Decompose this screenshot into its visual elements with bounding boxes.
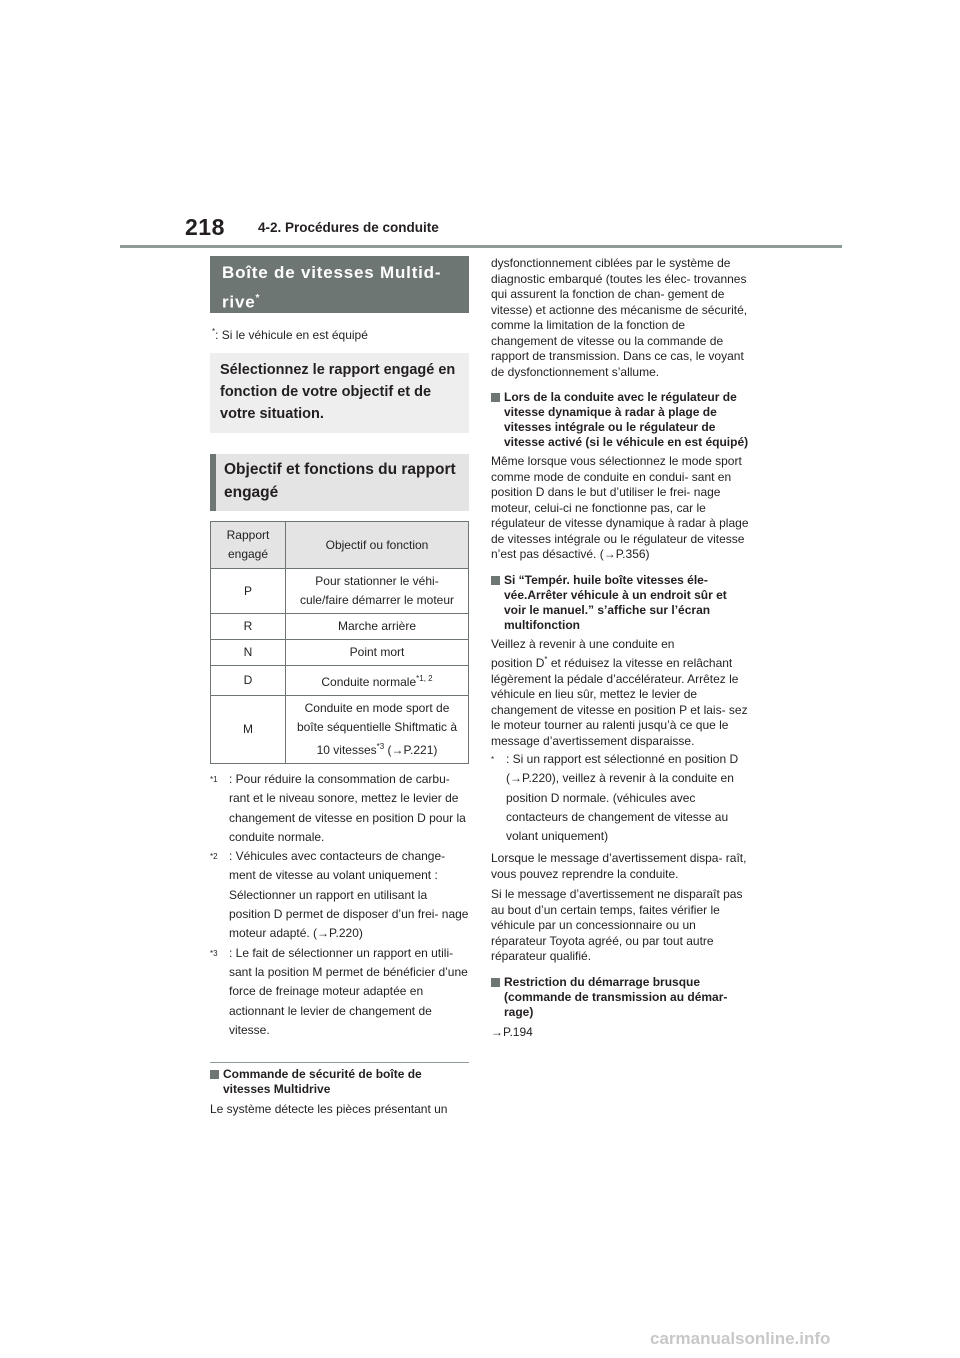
table-row: [211, 666, 469, 696]
paragraph: Veillez à revenir à une conduite en position D* et réduisez la vitesse en relâchant légèrement la pédale d’accélérateur. Arrêtez le véhicule en lieu sûr, mettez le levier de changement de vitesse en position P et lais- sez le moteur tourner au ralenti jusqu’à ce que le message d’avertissement disparaisse.: [491, 636, 748, 748]
paragraph: Lorsque le message d’avertissement dispa- raît, vous pouvez reprendre la conduite.: [491, 851, 747, 881]
section-title-cont: rive: [222, 292, 256, 312]
paragraph: Si le message d’avertissement ne disparaît pas au bout d’un certain temps, faites vérifier le véhicule par un concessionnaire ou un réparateur Toyota agréé, ou par tout autre réparateur qualifié.: [491, 887, 743, 964]
square-bullet-icon: [210, 1070, 219, 1079]
note-item: * : Si un rapport est sélectionné en position D (→P.220), veillez à revenir à la conduite en position D normale. (véhicules avec contacteurs de changement de vitesse au volant uniquement): [491, 752, 739, 844]
note-item: $^{*1}$ : Pour réduire la consommation de carbu- rant et le niveau sonore, mettez le levier de changement de vitesse en position D pour la conduite normale.: [210, 772, 466, 844]
paragraph: dysfonctionnement ciblées par le système de diagnostic embarqué (toutes les élec- trovannes qui assurent la fonction de chan- gement de vitesse) et actionne des mécanisme de sécurité, comme la limitation de la fonction de changement de vitesse ou la commande de rapport de transmission. Dans ce cas, le voyant de dysfonctionnement s’allume.: [491, 256, 748, 379]
page-number: 218: [185, 214, 225, 240]
function-cell: Conduite en mode sport de boîte séquentielle Shiftmatic à 10 vitesses$^{*3}$ (→P.221): [286, 696, 469, 764]
heading-start-restriction: Restriction du démarrage brusque (commande de transmission au démar- rage): [491, 975, 750, 1020]
gear-cell: P: [211, 569, 286, 614]
paragraph: Même lorsque vous sélectionnez le mode sport comme mode de conduite en condui- sant en position D dans le but d’utiliser le frei- nage moteur, celui-ci ne fonctionne pas, car le régulateur de vitesse dynamique à radar à plage de vitesses intégrale ou le régulateur de vitesse n’est pas désactivé. (→P.356): [491, 454, 749, 561]
table-notes: [210, 770, 469, 1040]
watermark: carmanualsonline.info: [650, 1329, 831, 1348]
safety-heading: Commande de sécurité de boîte de vitesses Multidrive: [210, 1067, 469, 1097]
gear-cell: N: [211, 640, 286, 666]
heading-oil-temperature: Si “Tempér. huile boîte vitesses éle- vée.Arrêter véhicule à un endroit sûr et voir le manuel.” s’affiche sur l’écran multifonction: [491, 573, 750, 633]
subheading: Objectif et fonctions du rapport engagé: [210, 454, 469, 511]
safety-text: Le système détecte les pièces présentant un: [210, 1102, 448, 1117]
header-rule: [120, 245, 842, 248]
equipment-footnote: [210, 324, 469, 343]
table-header-function: Objectif ou fonction: [286, 522, 469, 569]
table-row: [211, 569, 469, 614]
section-header: 4-2. Procédures de conduite: [258, 220, 439, 235]
note-item: $^{*2}$ : Véhicules avec contacteurs de change- ment de vitesse au volant uniquement : Sélectionner un rapport en utilisant la position D permet de disposer d’un frei- nage moteur adapté. (→P.220): [210, 849, 469, 941]
section-title-main: Boîte de vitesses Multid-: [222, 263, 442, 282]
square-bullet-icon: [491, 576, 500, 585]
section-title-mark: *: [255, 293, 261, 304]
right-column: [491, 256, 750, 1040]
table-row: [211, 640, 469, 666]
gear-table: [210, 521, 469, 764]
safety-section: [210, 1062, 469, 1118]
function-cell: Marche arrière: [286, 614, 469, 640]
function-cell: Point mort: [286, 640, 469, 666]
table-header-row: [211, 522, 469, 569]
square-bullet-icon: [491, 393, 500, 402]
gear-cell: D: [211, 666, 286, 696]
section-title-box: [210, 256, 469, 313]
table-row: [211, 696, 469, 764]
note-item: $^{*3}$ : Le fait de sélectionner un rapport en utili- sant la position M permet de bénéficier d’une force de freinage moteur adaptée en actionnant le levier de changement de vitesse.: [210, 945, 468, 1037]
left-column: [210, 256, 469, 1118]
gear-cell: M: [211, 696, 286, 764]
table-header-gear: Rapport engagé: [211, 522, 286, 569]
footnote-text: : Si le véhicule en est équipé: [215, 328, 368, 342]
table-row: [211, 614, 469, 640]
square-bullet-icon: [491, 978, 500, 987]
function-cell: Pour stationner le véhi- cule/faire démarrer le moteur: [286, 569, 469, 614]
gear-cell: R: [211, 614, 286, 640]
footnote-mark: *: [212, 327, 216, 336]
section-title: [222, 260, 459, 316]
lead-text: Sélectionnez le rapport engagé en fonction de votre objectif et de votre situation.: [210, 353, 469, 433]
function-cell: Conduite normale$^{*1, 2}$: [286, 666, 469, 696]
page-reference: →P.194: [491, 1024, 533, 1039]
heading-cruise-control: Lors de la conduite avec le régulateur de vitesse dynamique à radar à plage de vitesses intégrale ou le régulateur de vitesse activé (si le véhicule en est équipé): [491, 390, 750, 450]
